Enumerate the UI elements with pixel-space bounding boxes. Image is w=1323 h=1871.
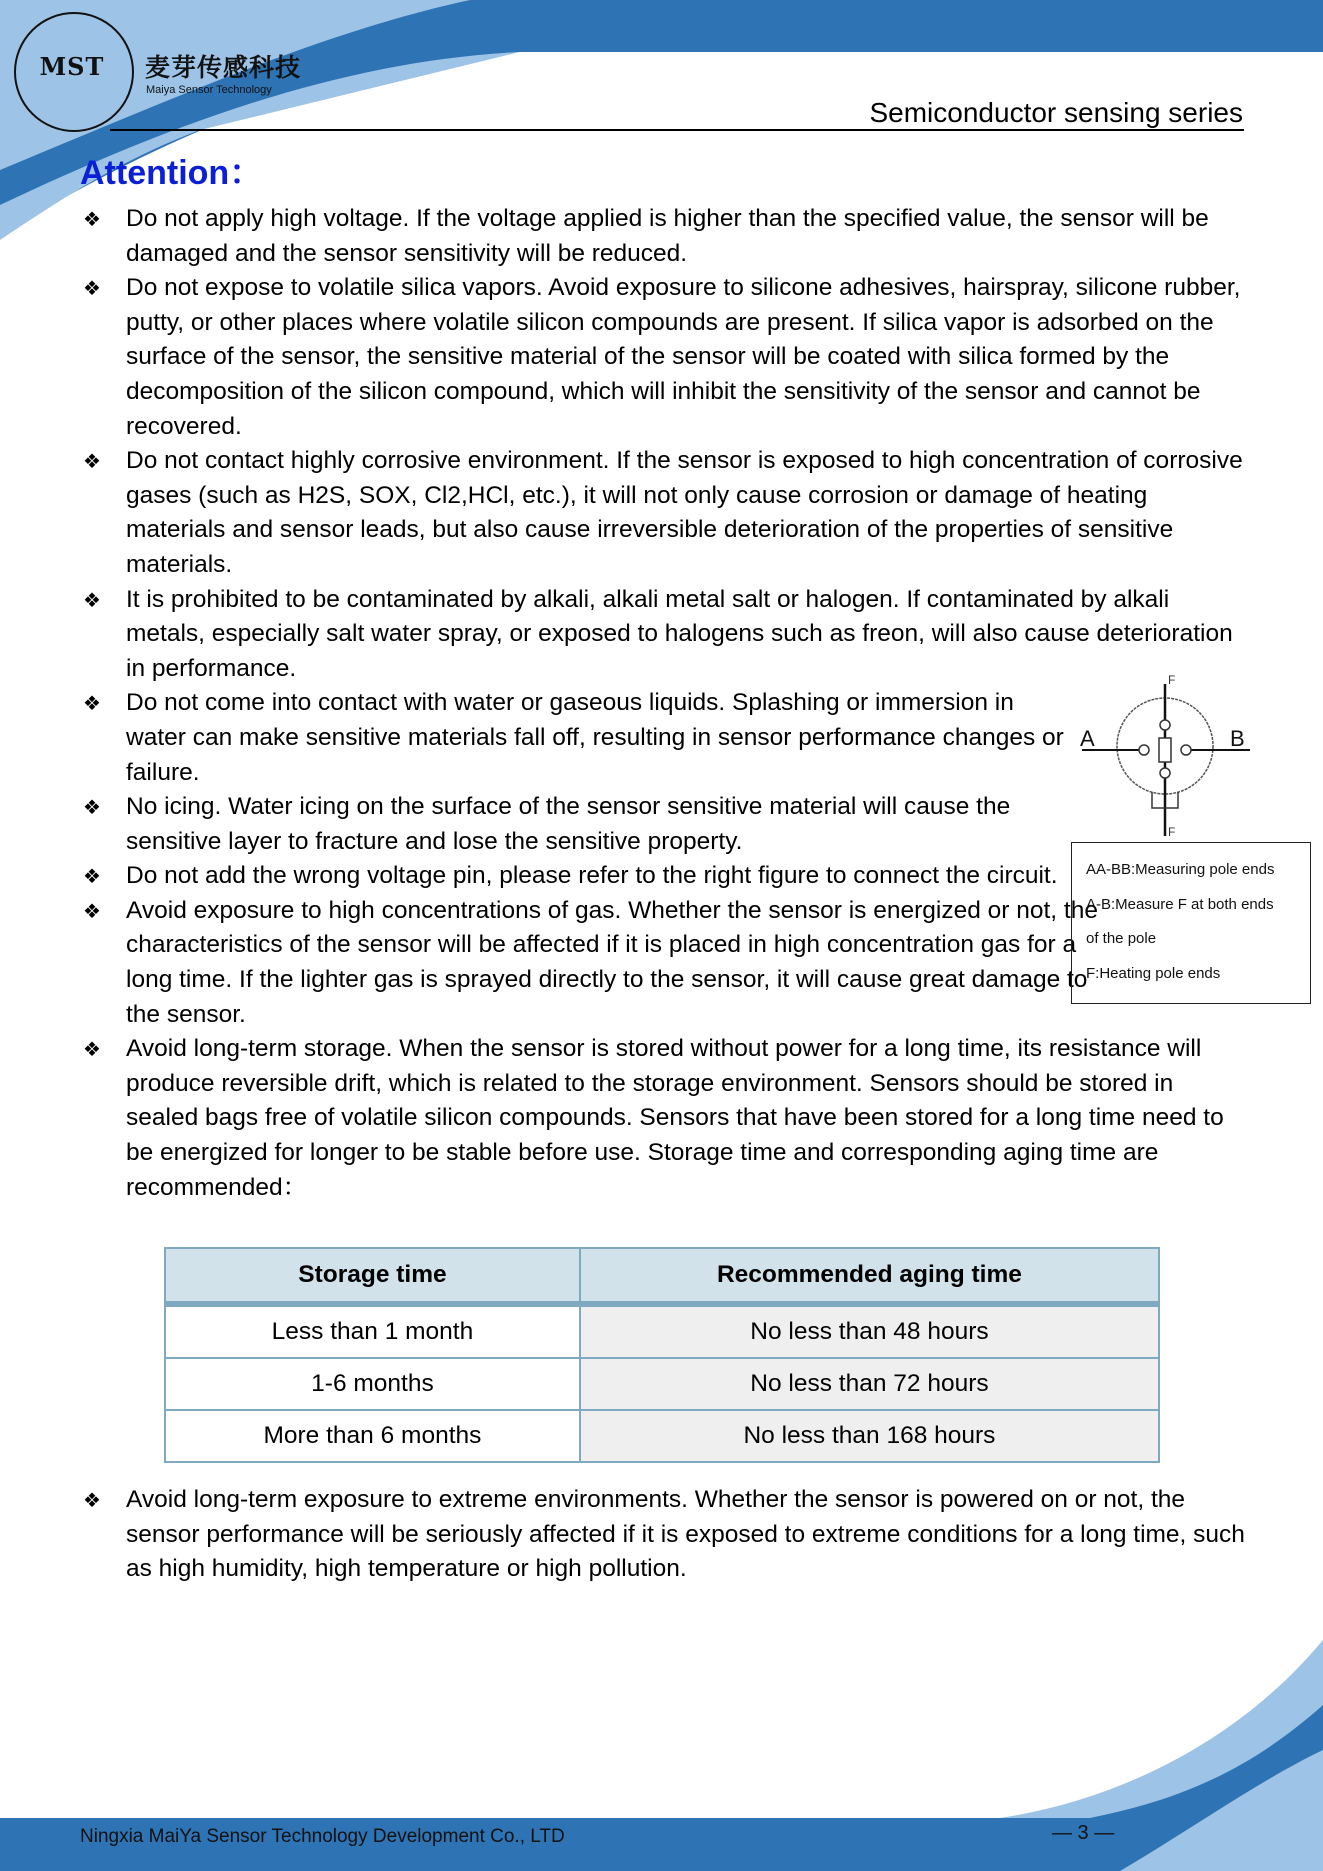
list-item xyxy=(80,1032,1250,1205)
series-title: Semiconductor sensing series xyxy=(869,97,1243,128)
diamond-bullet-icon: ❖ xyxy=(83,864,101,889)
list-item xyxy=(80,271,1250,444)
storage-aging-table xyxy=(164,1247,1160,1463)
legend-line: AA-BB:Measuring pole ends xyxy=(1086,861,1275,878)
diamond-bullet-icon: ❖ xyxy=(83,898,101,923)
pin-label-b: B xyxy=(1230,726,1245,751)
list-item xyxy=(80,444,1250,582)
page-number: — 3 — xyxy=(1052,1822,1115,1844)
attention-list-continued xyxy=(80,1483,1250,1587)
diamond-bullet-icon: ❖ xyxy=(83,207,101,231)
table-cell: No less than 48 hours xyxy=(580,1304,1159,1358)
list-item-text: It is prohibited to be contaminated by alkali, alkali metal salt or halogen. If contaminated by alkali metals, especially salt water spray, or exposed to halogens such as freon, will also cause deterioration in performance. xyxy=(126,585,1233,682)
legend-line: of the pole xyxy=(1086,930,1157,947)
list-item xyxy=(80,894,1111,1032)
table-cell: Less than 1 month xyxy=(165,1304,580,1358)
table-cell: 1-6 months xyxy=(165,1358,580,1410)
list-item-text: Do not add the wrong voltage pin, please refer to the right figure to connect the circuit. xyxy=(126,862,1058,890)
company-name-chinese: 麦芽传感科技 xyxy=(145,53,302,82)
footer-company-name: Ningxia MaiYa Sensor Technology Development Co., LTD xyxy=(80,1826,565,1847)
diamond-bullet-icon: ❖ xyxy=(83,1488,101,1512)
column-header-storage-time: Storage time xyxy=(165,1248,580,1304)
pin-label-f-bottom: F xyxy=(1168,825,1176,838)
diamond-bullet-icon: ❖ xyxy=(83,587,101,612)
diamond-bullet-icon: ❖ xyxy=(83,1037,101,1062)
pin-legend xyxy=(1071,842,1311,1004)
diamond-bullet-icon: ❖ xyxy=(83,276,101,301)
list-item-text: Do not come into contact with water or gaseous liquids. Splashing or immersion in water can make sensitive materials fall off, resulting in sensor performance changes or failure. xyxy=(126,689,1064,786)
list-item xyxy=(80,686,1066,790)
company-name-english: Maiya Sensor Technology xyxy=(146,84,272,96)
header-divider xyxy=(110,129,1244,131)
list-item-text: Avoid exposure to high concentrations of gas. Whether the sensor is energized or not, the characteristics of the sensor will be affected if it is placed in high concentration gas for a long time. If the lighter gas is sprayed directly to the sensor, it will cause great damage to the sensor. xyxy=(126,896,1098,1028)
table-cell: More than 6 months xyxy=(165,1410,580,1462)
table-row xyxy=(165,1358,1159,1410)
list-item-text: Avoid long-term exposure to extreme environments. Whether the sensor is powered on or not, the sensor performance will be seriously affected if it is exposed to extreme conditions for a long time, such as high humidity, high temperature or high pollution. xyxy=(126,1486,1245,1583)
list-item xyxy=(80,202,1250,271)
section-title: Attention： xyxy=(80,154,264,192)
logo-mark: MST xyxy=(39,52,105,81)
table-header-row xyxy=(165,1248,1159,1304)
list-item-text: Do not apply high voltage. If the voltage applied is higher than the specified value, the sensor will be damaged and the sensor sensitivity will be reduced. xyxy=(126,205,1209,267)
list-item-text: Avoid long-term storage. When the sensor is stored without power for a long time, its resistance will produce reversible drift, which is related to the storage environment. Sensors should be stored in sealed bags free of volatile silicon compounds. Sensors that have been stored for a long time need to be energized for longer to be stable before use. Storage time and corresponding aging time are recommended： xyxy=(126,1035,1224,1201)
list-item-text: Do not contact highly corrosive environment. If the sensor is exposed to high concentration of corrosive gases (such as H2S, SOX, Cl2,HCl, etc.), it will not only cause corrosion or damage of heating materials and sensor leads, but also cause irreversible deterioration of the properties of sensitive materials. xyxy=(126,447,1243,578)
list-item-text: No icing. Water icing on the surface of the sensor sensitive material will cause the sensitive layer to fracture and lose the sensitive property. xyxy=(126,793,1011,855)
table-cell: No less than 168 hours xyxy=(580,1410,1159,1462)
diamond-bullet-icon: ❖ xyxy=(83,691,101,716)
column-header-aging-time: Recommended aging time xyxy=(580,1248,1159,1304)
sensor-pin-diagram xyxy=(1070,668,1260,838)
pin-label-a: A xyxy=(1080,726,1095,751)
list-item-text: Do not expose to volatile silica vapors. Avoid exposure to silicone adhesives, hairspray, silicone rubber, putty, or other places where volatile silicon compounds are present. If silica vapor is adsorbed on the surface of the sensor, the sensitive material of the sensor will be coated with silica formed by the decomposition of the silicon compound, which will inhibit the sensitivity of the sensor and cannot be recovered. xyxy=(126,274,1241,440)
legend-line: F:Heating pole ends xyxy=(1086,964,1221,982)
table-row xyxy=(165,1304,1159,1358)
list-item xyxy=(80,1483,1250,1587)
pin-label-f-top: F xyxy=(1168,673,1176,687)
diamond-bullet-icon: ❖ xyxy=(83,449,101,474)
legend-line: A-B:Measure F at both ends xyxy=(1086,895,1274,913)
diamond-bullet-icon: ❖ xyxy=(83,795,101,820)
list-item xyxy=(80,859,1106,894)
list-item xyxy=(80,790,1106,859)
table-cell: No less than 72 hours xyxy=(580,1358,1159,1410)
table-row xyxy=(165,1410,1159,1462)
